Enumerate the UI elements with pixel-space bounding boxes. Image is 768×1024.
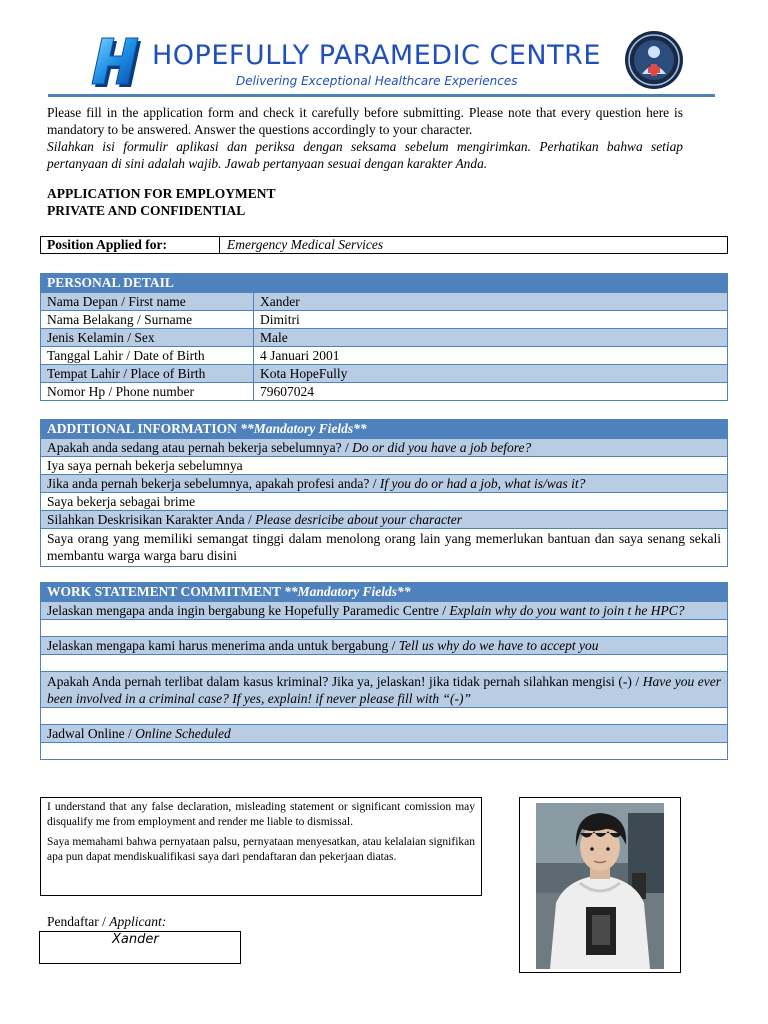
sex-label: Jenis Kelamin / Sex — [41, 329, 254, 346]
signature-field[interactable] — [39, 931, 241, 964]
header — [40, 30, 728, 98]
personal-detail-row — [41, 292, 727, 310]
question-why-accept — [41, 636, 727, 654]
question-text: Silahkan Deskrisikan Karakter Anda / — [47, 512, 256, 527]
question-text: Jadwal Online / — [47, 726, 136, 741]
personal-detail-row — [41, 328, 727, 346]
work-statement-title: WORK STATEMENT COMMITMENT — [47, 584, 285, 599]
personal-detail-heading: PERSONAL DETAIL — [41, 274, 727, 292]
answer-character[interactable]: Saya orang yang memiliki semangat tinggi dalam menolong orang lain yang memerlukan bantuan dan saya senang sekali membantu warga warga baru disini — [41, 528, 727, 566]
phone-number-value[interactable]: 79607024 — [260, 384, 314, 399]
organization-title: HOPEFULLY PARAMEDIC CENTRE — [152, 40, 601, 71]
question-text: Apakah Anda pernah terlibat dalam kasus kriminal? Jika ya, jelaskan! jika tidak pernah silahkan mengisi (-) / — [47, 674, 643, 689]
personal-detail-row — [41, 310, 727, 328]
header-divider — [48, 94, 715, 97]
date-of-birth-value[interactable]: 4 Januari 2001 — [260, 348, 340, 363]
position-applied-field[interactable] — [40, 236, 728, 254]
question-text-english: Have you ever been involved in a criminal case? If yes, explain! if never please fill with “(-)” — [47, 674, 721, 706]
question-criminal-case — [41, 671, 727, 707]
phone-number-label: Nomor Hp / Phone number — [41, 383, 254, 400]
medical-seal-icon — [624, 30, 684, 90]
applicant-label-english: Applicant: — [109, 914, 167, 929]
instructions-malay: Silahkan isi formulir aplikasi dan periksa dengan seksama sebelum mengirimkan. Perhatikan bahwa setiap pertanyaan di sini adalah wajib. Jawab pertanyaan sesuai dengan karakter Anda. — [47, 139, 683, 171]
additional-information-heading — [41, 420, 727, 438]
organization-tagline: Delivering Exceptional Healthcare Experiences — [236, 74, 518, 88]
work-statement-section — [40, 582, 728, 760]
question-text-english: Online Scheduled — [135, 726, 231, 741]
declaration-box — [40, 797, 482, 896]
sex-value[interactable]: Male — [260, 330, 288, 345]
applicant-label-text: Pendaftar / — [47, 914, 110, 929]
answer-online-schedule[interactable] — [41, 742, 727, 759]
question-text: Apakah anda sedang atau pernah bekerja sebelumnya? / — [47, 440, 353, 455]
personal-detail-row — [41, 364, 727, 382]
question-text: Jelaskan mengapa kami harus menerima anda untuk bergabung / — [47, 638, 399, 653]
date-of-birth-label: Tanggal Lahir / Date of Birth — [41, 347, 254, 364]
additional-information-title: ADDITIONAL INFORMATION — [47, 421, 241, 436]
question-previous-job — [41, 438, 727, 456]
question-text: Jelaskan mengapa anda ingin bergabung ke Hopefully Paramedic Centre / — [47, 603, 450, 618]
personal-detail-row — [41, 346, 727, 364]
applicant-signature: Xander — [112, 932, 159, 947]
question-text-english: Please desricibe about your character — [255, 512, 463, 527]
position-label: Position Applied for: — [47, 237, 168, 252]
instructions — [47, 104, 683, 172]
photo-frame — [519, 797, 681, 973]
application-heading — [47, 185, 276, 219]
question-text-english: Do or did you have a job before? — [352, 440, 532, 455]
question-character — [41, 510, 727, 528]
applicant-label — [47, 914, 166, 930]
application-heading-line2: PRIVATE AND CONFIDENTIAL — [47, 203, 246, 218]
answer-why-join[interactable] — [41, 619, 727, 636]
question-text-english: If you do or had a job, what is/was it? — [379, 476, 586, 491]
question-online-schedule — [41, 724, 727, 742]
surname-value[interactable]: Dimitri — [260, 312, 300, 327]
additional-information-section — [40, 419, 728, 567]
answer-profession[interactable]: Saya bekerja sebagai brime — [41, 492, 727, 510]
position-divider — [219, 237, 220, 253]
work-statement-heading — [41, 583, 727, 601]
answer-why-accept[interactable] — [41, 654, 727, 671]
place-of-birth-value[interactable]: Kota HopeFully — [260, 366, 348, 381]
mandatory-fields-note: **Mandatory Fields** — [284, 584, 411, 599]
instructions-english: Please fill in the application form and check it carefully before submitting. Please note that every question here is mandatory to be answered. Answer the questions accordingly to your character. — [47, 105, 683, 137]
first-name-value[interactable]: Xander — [260, 294, 300, 309]
first-name-label: Nama Depan / First name — [41, 293, 254, 310]
question-why-join — [41, 601, 727, 619]
question-profession — [41, 474, 727, 492]
declaration-malay: Saya memahami bahwa pernyataan palsu, pernyataan menyesatkan, atau kelalaian signifikan apa pun dapat mendiskualifikasi saya dari pendaftaran dan pekerjaan diatas. — [47, 836, 475, 863]
application-heading-line1: APPLICATION FOR EMPLOYMENT — [47, 186, 276, 201]
surname-label: Nama Belakang / Surname — [41, 311, 254, 328]
applicant-photo — [536, 803, 664, 969]
question-text-english: Explain why do you want to join t he HPC? — [449, 603, 685, 618]
answer-previous-job[interactable]: Iya saya pernah bekerja sebelumnya — [41, 456, 727, 474]
personal-detail-row — [41, 382, 727, 400]
hpc-logo-icon — [88, 34, 146, 88]
mandatory-fields-note: **Mandatory Fields** — [240, 421, 367, 436]
position-value[interactable]: Emergency Medical Services — [227, 237, 384, 252]
question-text: Jika anda pernah bekerja sebelumnya, apakah profesi anda? / — [47, 476, 380, 491]
personal-detail-section — [40, 273, 728, 401]
declaration-english: I understand that any false declaration, misleading statement or significant comission may disqualify me from employment and render me liable to dismissal. — [47, 801, 475, 828]
place-of-birth-label: Tempat Lahir / Place of Birth — [41, 365, 254, 382]
answer-criminal-case[interactable] — [41, 707, 727, 724]
question-text-english: Tell us why do we have to accept you — [398, 638, 599, 653]
